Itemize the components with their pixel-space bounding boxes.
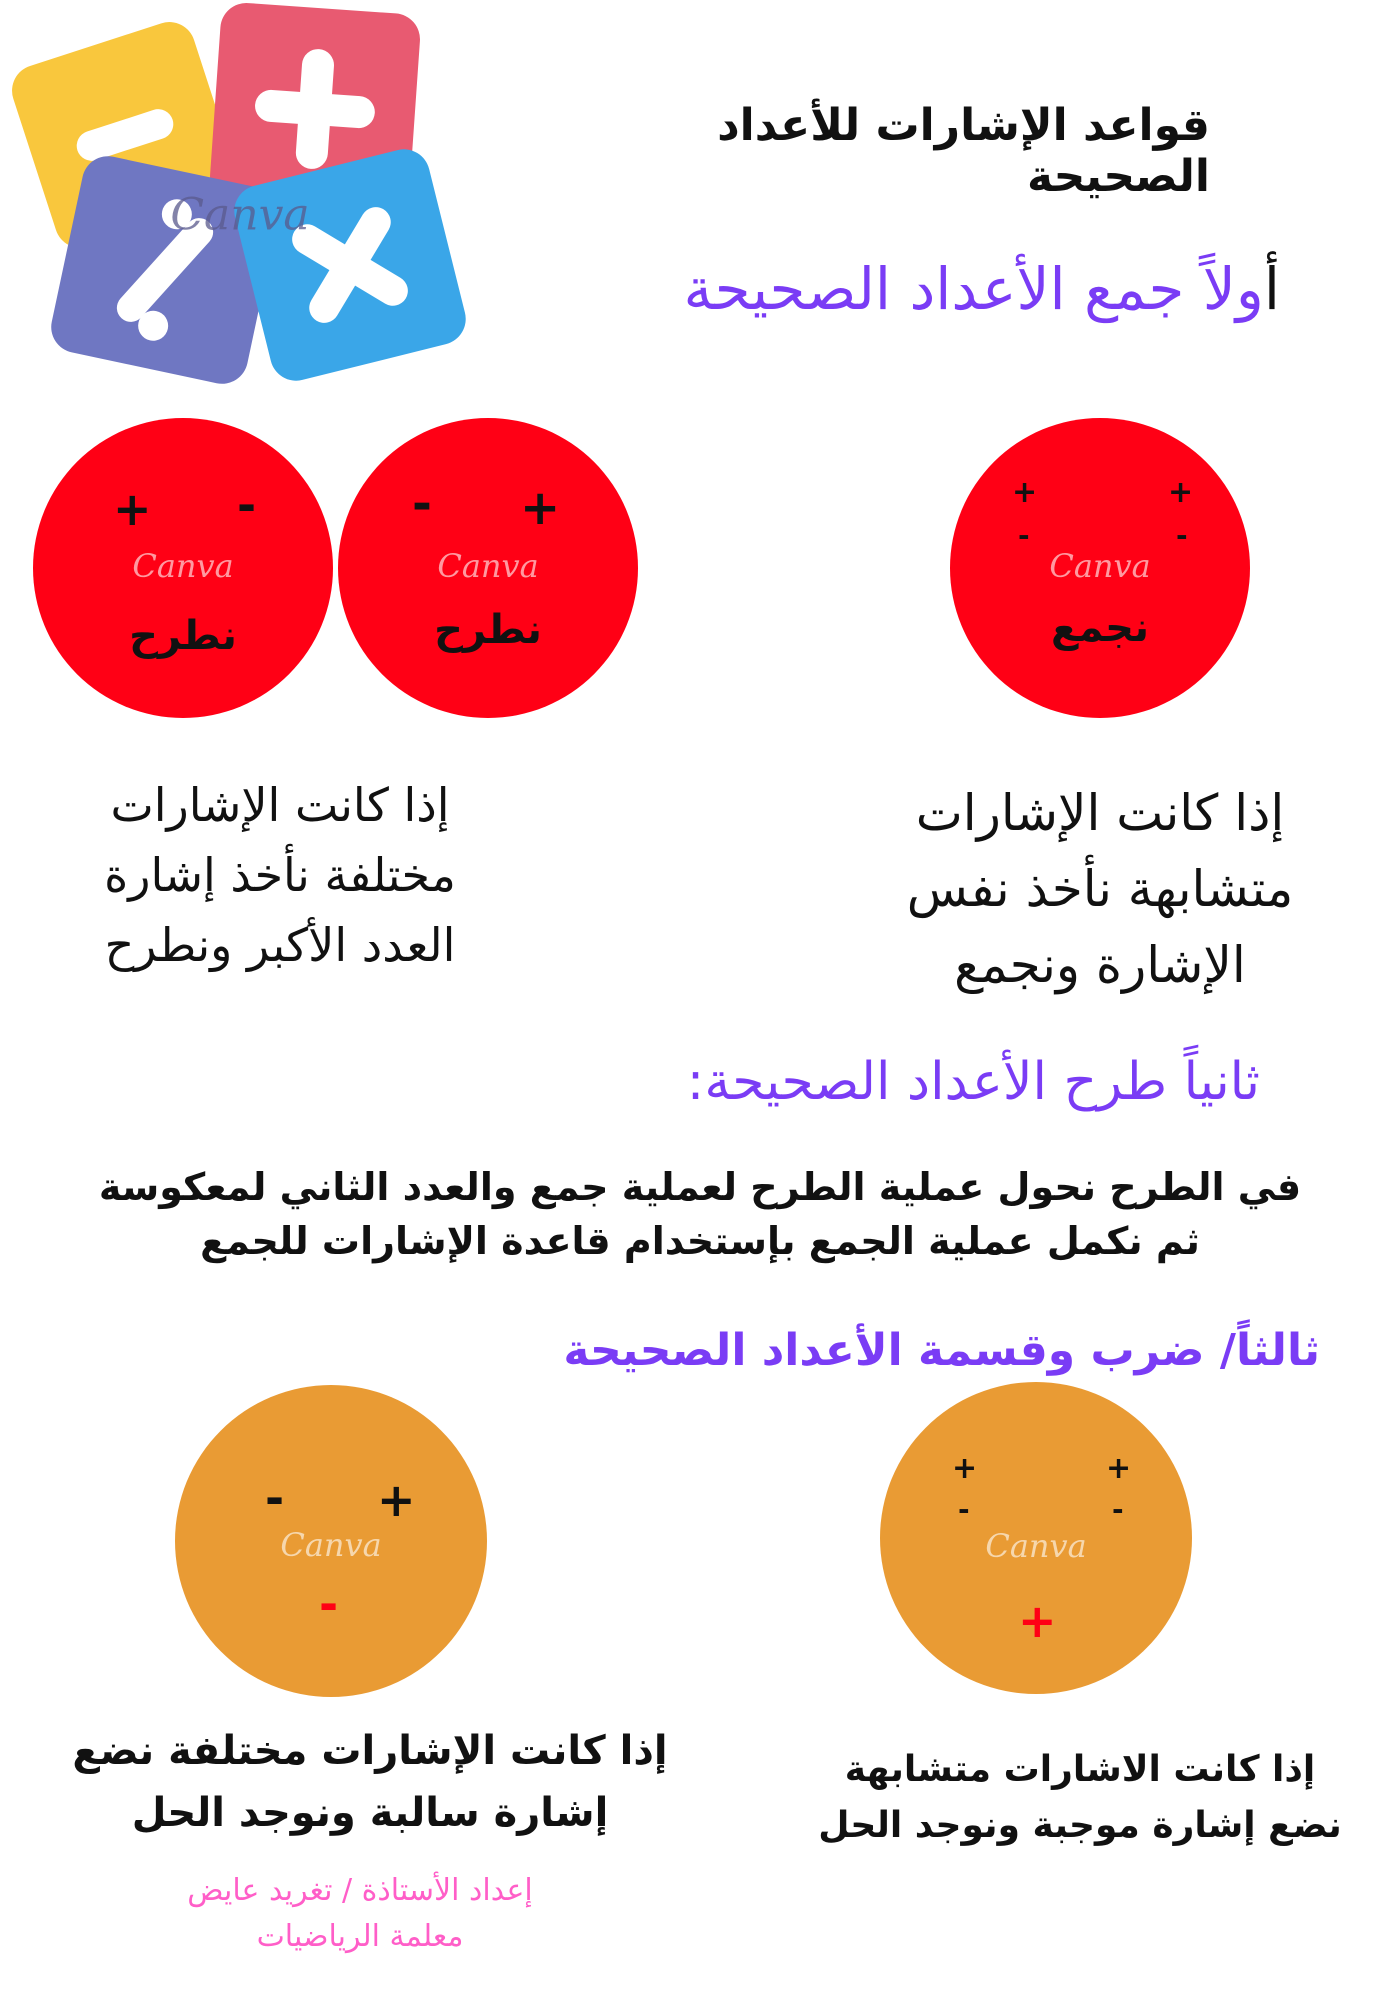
minus-sign: - [412, 476, 432, 532]
result-minus-sign: - [319, 1577, 339, 1631]
plus-sign: + [1106, 1451, 1132, 1486]
result-plus-sign: + [1018, 1594, 1057, 1648]
rule-line: الإشارة ونجمع [954, 936, 1246, 994]
minus-sign: - [1176, 519, 1188, 552]
minus-sign: - [1018, 519, 1030, 552]
subtract-diff-signs-circle-right [338, 418, 638, 718]
rule-line: نضع إشارة موجبة ونوجد الحل [818, 1805, 1342, 1846]
plus-sign: + [1168, 475, 1194, 510]
add-diff-signs-rule [60, 770, 500, 980]
add-same-signs-rule [830, 775, 1370, 1003]
logo-watermark: Canva [170, 189, 310, 241]
circle-watermark: Canva [132, 547, 234, 585]
rule-line: مختلفة نأخذ إشارة [104, 848, 456, 902]
author-role: معلمة الرياضيات [256, 1919, 464, 1954]
circle-watermark: Canva [437, 547, 539, 585]
plus-sign: + [113, 482, 152, 536]
plus-sign: + [520, 480, 561, 536]
plus-sign: + [1012, 475, 1038, 510]
plus-sign: + [952, 1451, 978, 1486]
add-same-signs-circle [950, 418, 1250, 718]
circle-watermark: Canva [985, 1527, 1087, 1565]
multiply-same-signs-circle [880, 1382, 1192, 1694]
subtraction-rule-line: ثم نكمل عملية الجمع بإستخدام قاعدة الإشارات للجمع [200, 1219, 1200, 1263]
minus-sign: - [958, 1493, 970, 1526]
add-label: نجمع [1051, 605, 1149, 651]
circle-watermark: Canva [280, 1526, 382, 1564]
rule-line: إذا كانت الإشارات مختلفة نضع [72, 1728, 668, 1774]
author-name: إعداد الأستاذة / تغريد عايض [187, 1873, 533, 1908]
author-credit [110, 1868, 610, 1960]
rule-line: العدد الأكبر ونطرح [104, 918, 456, 972]
rule-line: إذا كانت الإشارات [915, 784, 1285, 842]
subtract-label: نطرح [129, 613, 237, 659]
rule-line: متشابهة نأخذ نفس [906, 860, 1294, 918]
subtraction-rule [35, 1160, 1365, 1268]
rule-line: إذا كانت الإشارات [110, 778, 450, 832]
minus-sign: - [265, 1471, 285, 1525]
section1-heading [560, 255, 1280, 323]
plus-sign: + [377, 1473, 416, 1527]
heading-first-letter: أ [1263, 255, 1280, 323]
rule-line: إذا كانت الاشارات متشابهة [844, 1749, 1316, 1790]
multiply-diff-signs-rule [60, 1720, 680, 1844]
circle-watermark: Canva [1049, 547, 1151, 585]
multiply-diff-signs-circle [175, 1385, 487, 1697]
minus-sign: - [237, 478, 257, 532]
subtraction-rule-line: في الطرح نحول عملية الطرح لعملية جمع والعدد الثاني لمعكوسة [98, 1165, 1302, 1209]
multiply-same-signs-rule [800, 1742, 1360, 1854]
minus-sign: - [1112, 1493, 1124, 1526]
subtract-label: نطرح [434, 607, 542, 653]
math-logo [10, 0, 480, 420]
rule-line: إشارة سالبة ونوجد الحل [131, 1790, 609, 1836]
subtract-diff-signs-circle-left [33, 418, 333, 718]
page-title: قواعد الإشارات للأعداد الصحيحة [717, 100, 1210, 202]
section2-heading: ثانياً طرح الأعداد الصحيحة: [686, 1052, 1260, 1112]
heading-rest: ولاً جمع الأعداد الصحيحة [683, 255, 1264, 323]
section3-heading: ثالثاً/ ضرب وقسمة الأعداد الصحيحة [563, 1325, 1320, 1376]
